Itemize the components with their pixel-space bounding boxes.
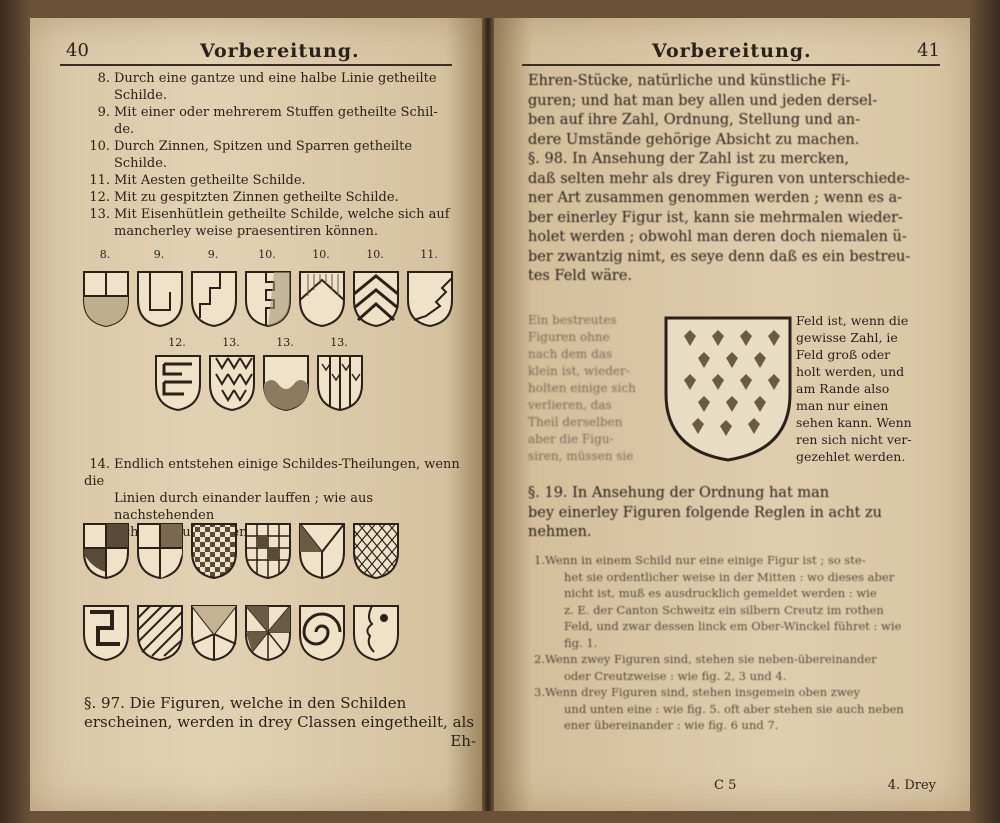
- shield-spiral: [298, 604, 346, 662]
- figure-label: 13.: [330, 336, 348, 349]
- shield-row-3: [82, 522, 400, 580]
- rule-item: 1.Wenn in einem Schild nur eine einige Figur ist ; so ste- het sie ordentlicher weise in der Mitten : wo dieses aber nicht ist, muß es ausdrucklich gemeldet werden : wie z. E. der Canton Schweitz ein silbern Creutz im rothen Feld, und zwar dessen linck em Ober-Winckel führet : wie fig. 1.: [534, 553, 902, 650]
- paragraph-99: §. 19. In Ansehung der Ordnung hat man bey einerley Figuren folgende Reglen in acht zu nehmen.: [528, 485, 882, 540]
- shield-checky: [190, 522, 238, 580]
- shield-stepped: [190, 270, 238, 328]
- figure-label: 9.: [153, 248, 165, 261]
- list-item-cont: mancherley weise praesentiren können.: [114, 224, 378, 239]
- shield-embattled: [244, 270, 292, 328]
- semee-shield-illustration: [662, 314, 794, 464]
- list-item: 12. Mit zu gespitzten Zinnen getheilte Schilde.: [89, 190, 399, 205]
- paragraph-97: §. 97. Die Figuren, welche in den Schilden erscheinen, werden in drey Classen eingetheilt, als Eh-: [84, 694, 476, 750]
- running-head: Vorbereitung.: [200, 40, 360, 62]
- shield-bendy: [136, 604, 184, 662]
- list-item: 11. Mit Aesten getheilte Schilde.: [89, 173, 306, 188]
- list-item: 13. Mit Eisenhütlein getheilte Schilde, welche sich auf: [89, 207, 450, 222]
- page-number: 40: [66, 40, 89, 61]
- shield-vair: [208, 354, 256, 412]
- item-list: [84, 70, 464, 240]
- shield-dancetty: [154, 354, 202, 412]
- shield-quartered: [82, 522, 130, 580]
- right-page-header: [522, 34, 940, 66]
- figure-label: 11.: [420, 248, 438, 261]
- figure-labels-row1: [78, 248, 456, 261]
- shield-half-divided: [82, 270, 130, 328]
- figure-label: 13.: [276, 336, 294, 349]
- list-item-cont: de.: [114, 122, 135, 137]
- shield-lozengy: [352, 522, 400, 580]
- rule-item: 3.Wenn drey Figuren sind, stehen insgemein oben zwey und unten eine : wie fig. 5. oft aber stehen sie auch neben ener übereinander : wie fig. 6 und 7.: [534, 685, 904, 732]
- figure-label: 10.: [312, 248, 330, 261]
- shield-row-2: [154, 354, 364, 412]
- shield-saltire: [298, 522, 346, 580]
- book-gutter: [482, 18, 494, 811]
- shield-profile: [352, 604, 400, 662]
- shield-gyronny: [244, 604, 292, 662]
- left-page: [30, 18, 482, 811]
- list-item: 10. Durch Zinnen, Spitzen und Sparren getheilte: [89, 139, 413, 154]
- shield-pointed: [298, 270, 346, 328]
- list-item-cont: Schilde.: [114, 156, 168, 171]
- shield-gyronny-grid: [244, 522, 292, 580]
- shield-row-1: [82, 270, 454, 328]
- catchword: 4. Drey: [887, 778, 936, 793]
- figure-label: 12.: [168, 336, 186, 349]
- shield-branched: [406, 270, 454, 328]
- rules-list: [534, 552, 914, 734]
- list-item: 8. Durch eine gantze und eine halbe Linie getheilte: [97, 71, 437, 86]
- catchword: Eh-: [450, 732, 476, 750]
- figure-label: 9.: [207, 248, 219, 261]
- figure-label: 10.: [258, 248, 276, 261]
- figure-label: 8.: [99, 248, 111, 261]
- running-head: Vorbereitung.: [652, 40, 812, 62]
- rule-item: 2.Wenn zwey Figuren sind, stehen sie neben-übereinander oder Creutzweise : wie fig. 2, 3 und 4.: [534, 652, 877, 683]
- shield-stepped: [136, 270, 184, 328]
- list-item-cont: Schilde.: [114, 88, 168, 103]
- list-item: 9. Mit einer oder mehrerem Stuffen getheilte Schil-: [97, 105, 438, 120]
- figure-label: 13.: [222, 336, 240, 349]
- item-14: 14. Endlich entstehen einige Schildes-Theilungen, wenn die Linien durch einander lauffen ; wie aus nachstehenden zu: [84, 457, 460, 540]
- shield-vair-pale: [316, 354, 364, 412]
- shield-potent: [262, 354, 310, 412]
- figure-labels-row2: [150, 336, 366, 349]
- shield-row-4: [82, 604, 400, 662]
- left-page-header: [60, 34, 452, 66]
- figure-label: 10.: [366, 248, 384, 261]
- side-text-left: Ein bestreutes Figuren ohne nach dem das klein ist, wieder- holten einige sich verlieren, das Theil derselben aber die Figu- siren, müssen sie: [528, 313, 636, 463]
- paragraph-lines: Ehren-Stücke, natürliche und künstliche Fi- guren; und hat man bey allen und jeden dersel- ben auf ihre Zahl, Ordnung, Stellung und an- dere Umstände gehörige Absicht zu machen. §. 98. In Ansehung der Zahl ist zu mercken, daß selten mehr als drey Figuren von unterschiede- ner Art zusammen genommen werden ; wenn es a- ber einerley Figur ist, kann sie mehrmalen wieder- holet werden ; obwohl man deren doch niemalen ü- ber zwantzig nimt, es seye denn daß es ein bestreu- tes Feld wäre.: [528, 73, 911, 284]
- shield-quartered: [136, 522, 184, 580]
- signature-mark: C 5: [714, 778, 737, 793]
- side-text-right: Feld ist, wenn die gewisse Zahl, ie Feld groß oder holt werden, und am Rande also man nur einen sehen kann. Wenn ren sich nicht ver- gezehlet werden.: [796, 313, 912, 464]
- page-number: 41: [917, 40, 940, 61]
- shield-chevron: [352, 270, 400, 328]
- right-page: [494, 18, 970, 811]
- shield-fret: [82, 604, 130, 662]
- shield-per-saltire: [190, 604, 238, 662]
